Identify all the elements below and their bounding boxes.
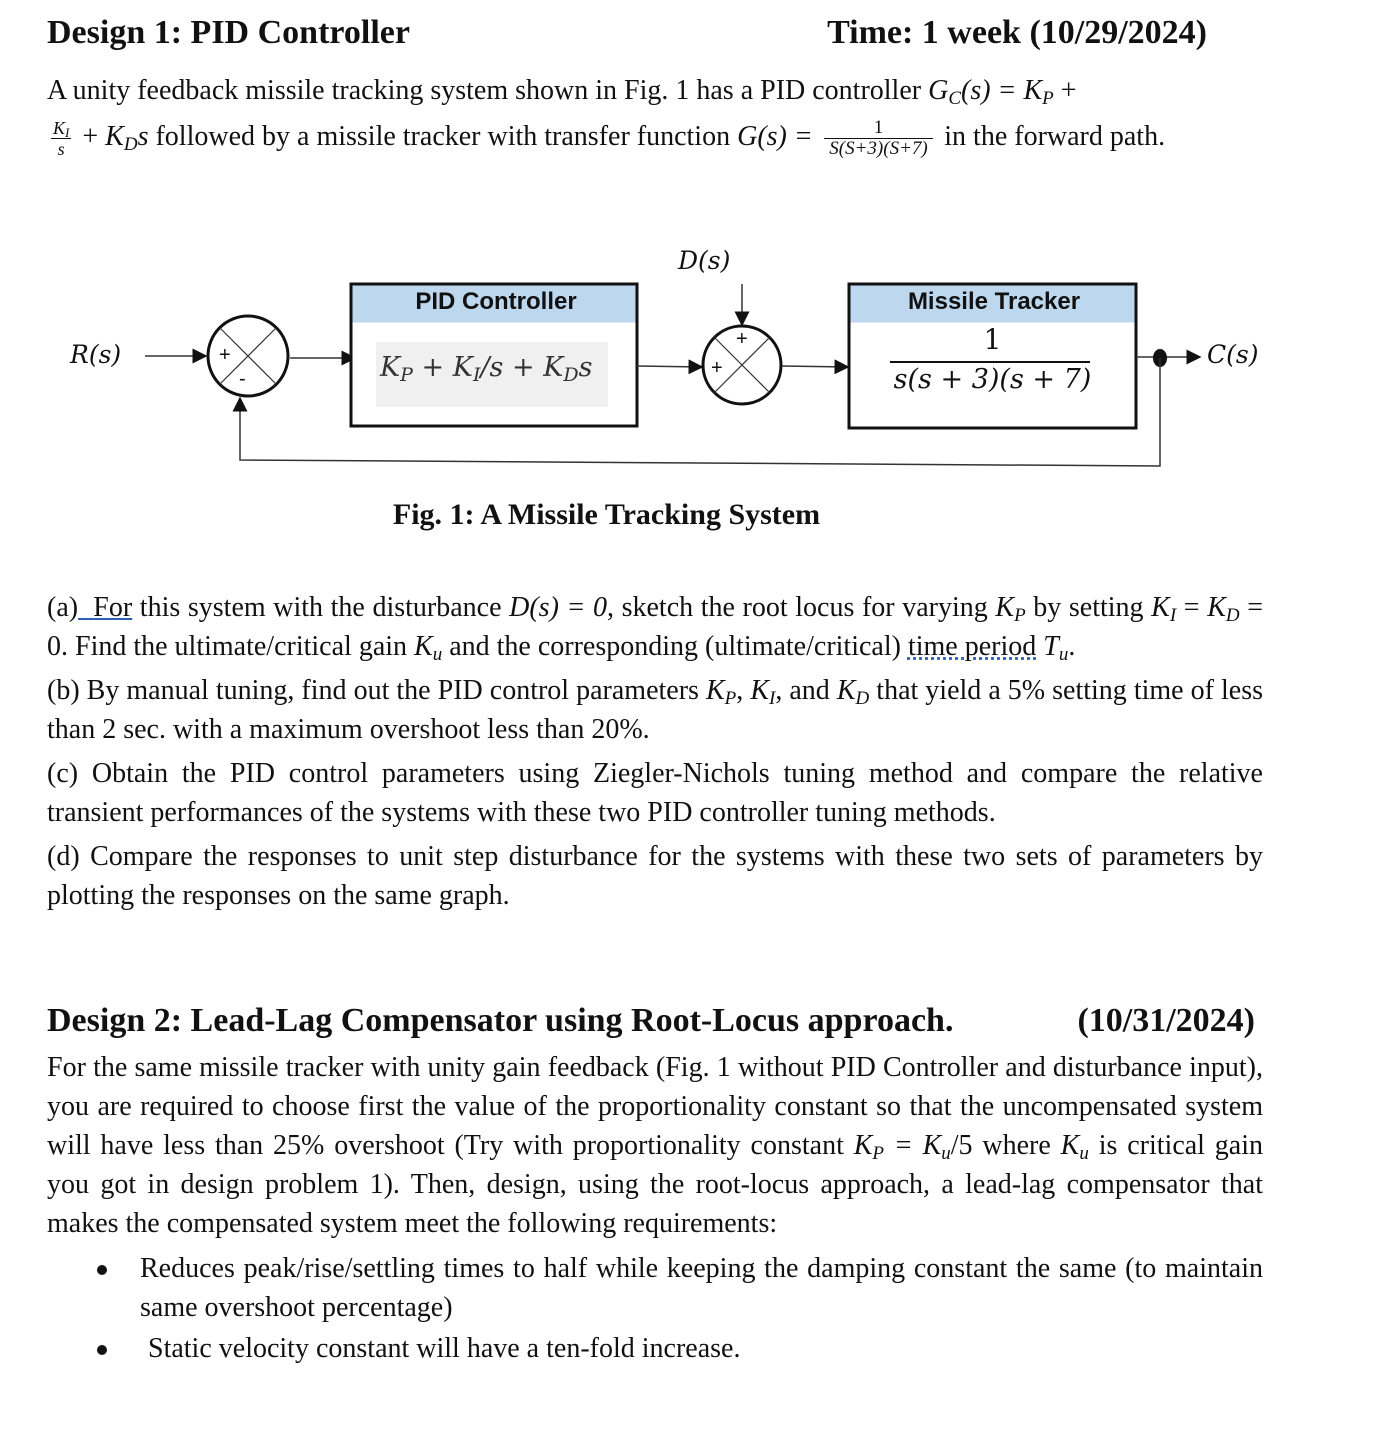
math: K <box>705 675 725 706</box>
text: For the same missile tracker with unity gain feedback (Fig. 1 without PID Controller and disturbance input), you are required to choose first the value of the proportionality constant so that the uncompensated system will have less than 25% overshoot (Try with proportionality constant <box>47 1052 1263 1161</box>
math: K <box>1151 592 1170 623</box>
math-sub: I <box>769 688 776 709</box>
intro-text: followed by a missile tracker with transfer function <box>148 121 738 152</box>
requirements-list <box>47 1249 1263 1368</box>
part-label: (a) <box>47 592 79 623</box>
math-sub: u <box>432 644 443 665</box>
ki-over-s-fraction <box>51 118 71 159</box>
underlined-for <box>78 592 132 623</box>
text: and the corresponding (ultimate/critical) <box>442 631 908 662</box>
math-kp: K <box>1023 75 1043 106</box>
math-sub: I <box>65 125 70 141</box>
math-sub: D <box>855 688 870 709</box>
math-s: s <box>137 121 149 152</box>
requirement-item: Reduces peak/rise/settling times to half while keeping the damping constant the same (to maintain same overshoot percentage) <box>47 1249 1263 1327</box>
text: that yield a 5% setting time of less than 2 sec. with a maximum overshoot less than 20%. <box>47 675 1263 745</box>
text: For <box>93 592 133 623</box>
math-sub: P <box>724 688 737 709</box>
pid-transfer-function <box>380 352 593 386</box>
output-label: C(s) <box>1207 340 1259 369</box>
design2-date: (10/31/2024) <box>1077 1002 1255 1039</box>
figure-caption: Fig. 1: A Missile Tracking System <box>392 498 821 531</box>
part-d: (d) Compare the responses to unit step disturbance for the systems with these two sets of parameters by plotting the responses on the same graph. <box>47 841 1263 911</box>
tf-text: s <box>578 352 593 383</box>
tf-text: K <box>380 352 401 383</box>
text: this system with the disturbance <box>132 592 510 623</box>
part-a <box>47 588 1263 666</box>
tf-text: + K <box>412 352 473 383</box>
diagram-lines <box>0 240 1392 490</box>
intro-text: in the forward path. <box>937 121 1166 152</box>
math-sub: u <box>941 1143 951 1164</box>
tracker-block-title: Missile Tracker <box>907 288 1081 315</box>
disturbance-label: D(s) <box>678 246 731 275</box>
math-text: (s) = <box>961 75 1024 106</box>
text: , <box>736 675 751 706</box>
math-sub: D <box>123 134 138 155</box>
tf-sub: P <box>400 364 413 386</box>
math-sub: u <box>1058 644 1069 665</box>
math-gc: G <box>928 75 949 106</box>
text: by setting <box>1025 592 1152 623</box>
pid-block-title: PID Controller <box>415 288 577 315</box>
design1-questions <box>47 588 1263 920</box>
math-sub: P <box>1042 88 1054 109</box>
frac-num: K <box>53 118 66 139</box>
block-diagram <box>0 240 1392 490</box>
math: K <box>1207 592 1226 623</box>
text: , sketch the root locus for varying <box>607 592 996 623</box>
math: /5 <box>950 1130 973 1161</box>
design1-header <box>47 14 1263 58</box>
math-sub: D <box>1225 605 1240 626</box>
part-c: (c) Obtain the PID control parameters using Ziegler-Nichols tuning method and compare the relative transient performances of the systems with these two PID controller tuning methods. <box>47 758 1263 828</box>
requirement-item: Static velocity constant will have a ten-fold increase. <box>47 1329 1263 1368</box>
text: . <box>1068 631 1076 662</box>
text: = 0. Find the ultimate/critical gain <box>47 592 1264 662</box>
math-sub: I <box>1169 605 1177 626</box>
math-plus: + <box>1053 75 1077 106</box>
text: is critical gain you got in design problem 1). Then, design, using the root-locus approach, a lead-lag compensator that makes the compensated system meet the following requirements: <box>47 1130 1264 1239</box>
math: K <box>414 631 433 662</box>
frac-num: 1 <box>824 118 934 139</box>
math: K <box>995 592 1015 623</box>
math: K <box>853 1130 873 1161</box>
tracker-denominator: s(s + 3)(s + 7) <box>893 364 1092 395</box>
math-sub: P <box>1014 605 1026 626</box>
tracker-numerator: 1 <box>983 323 1002 356</box>
math: K <box>836 675 856 706</box>
intro-text: A unity feedback missile tracking system shown in Fig. 1 has a PID controller <box>47 75 929 106</box>
design1-title: Design 1: PID Controller <box>47 14 410 51</box>
math-sub: C <box>948 88 962 109</box>
tf-sub: I <box>472 364 481 386</box>
text: (b) By manual tuning, find out the PID control parameters <box>47 675 706 706</box>
sum2-plus-top: + <box>736 328 748 350</box>
math-kd: K <box>105 121 124 152</box>
sum1-plus: + <box>219 344 231 366</box>
math: = K <box>884 1130 942 1161</box>
design1-time: Time: 1 week (10/29/2024) <box>827 14 1207 51</box>
math: K <box>750 675 769 706</box>
sum1-minus: - <box>239 368 246 390</box>
input-label: R(s) <box>70 340 122 369</box>
text: time period <box>907 631 1037 662</box>
design2-title: Design 2: Lead-Lag Compensator using Root-Locus approach. <box>47 1002 954 1039</box>
math-plus: + <box>75 121 106 152</box>
frac-den: S(S+3)(S+7) <box>829 138 928 160</box>
part-b <box>47 671 1263 749</box>
math-sub: P <box>872 1143 884 1164</box>
sum2-plus-left: + <box>711 357 723 379</box>
math: D(s) = 0 <box>509 592 607 623</box>
design1-intro <box>47 68 1263 160</box>
plant-fraction <box>824 118 934 159</box>
design2-paragraph <box>47 1048 1263 1243</box>
tf-sub: D <box>563 364 579 386</box>
text: , and <box>775 675 837 706</box>
math-sub: u <box>1079 1143 1089 1164</box>
design1-section <box>47 0 1263 160</box>
design2-header <box>47 1002 1263 1048</box>
frac-den: s <box>57 139 65 160</box>
tf-text: /s + K <box>480 352 564 383</box>
design2-section <box>47 1002 1263 1370</box>
text: where <box>972 1130 1061 1161</box>
math: = <box>1176 592 1208 623</box>
math-g: G(s) = <box>737 121 820 152</box>
math: T <box>1036 631 1059 662</box>
math: K <box>1060 1130 1080 1161</box>
